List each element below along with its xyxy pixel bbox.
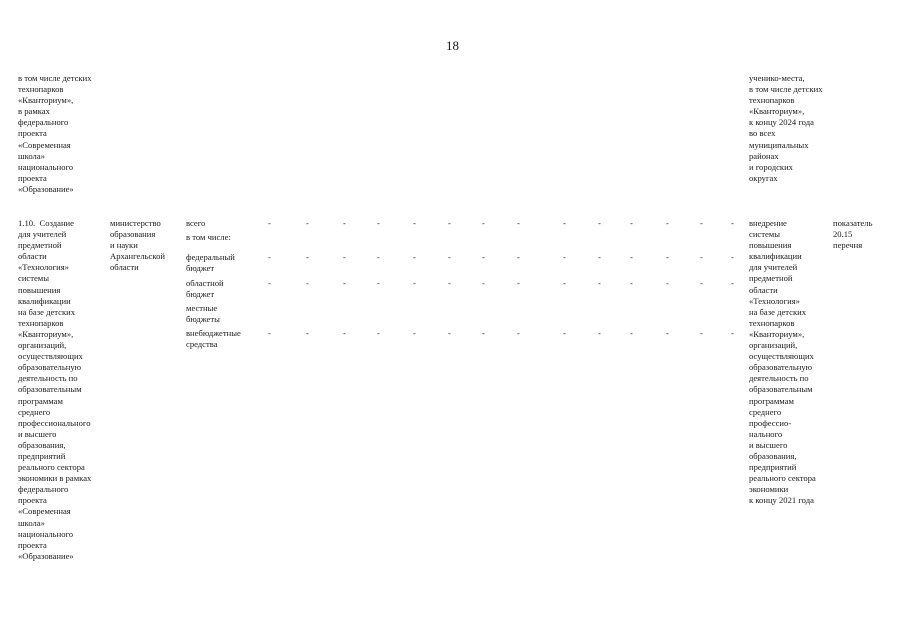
funding-dash: - bbox=[306, 218, 309, 228]
funding-dash: - bbox=[563, 252, 566, 262]
funding-dash: - bbox=[630, 252, 633, 262]
funding-dash: - bbox=[413, 218, 416, 228]
funding-dash: - bbox=[343, 218, 346, 228]
funding-dash: - bbox=[598, 278, 601, 288]
funding-dash: - bbox=[517, 328, 520, 338]
funding-dash: - bbox=[377, 278, 380, 288]
funding-dash: - bbox=[268, 328, 271, 338]
funding-dash: - bbox=[482, 218, 485, 228]
funding-dash: - bbox=[413, 278, 416, 288]
funding-dash: - bbox=[700, 278, 703, 288]
funding-dash: - bbox=[700, 328, 703, 338]
page-number: 18 bbox=[446, 38, 459, 53]
source-federal: федеральный бюджет bbox=[186, 252, 235, 274]
funding-dash: - bbox=[563, 278, 566, 288]
funding-dash: - bbox=[377, 218, 380, 228]
funding-dash: - bbox=[666, 278, 669, 288]
funding-dash: - bbox=[630, 328, 633, 338]
funding-dash: - bbox=[482, 328, 485, 338]
source-including: в том числе: bbox=[186, 232, 231, 242]
funding-dash: - bbox=[731, 328, 734, 338]
funding-dash: - bbox=[563, 328, 566, 338]
funding-dash: - bbox=[517, 278, 520, 288]
funding-dash: - bbox=[343, 252, 346, 262]
funding-dash: - bbox=[666, 218, 669, 228]
funding-dash: - bbox=[377, 252, 380, 262]
prev-measure-tail: в том числе детских технопарков «Кванториум», в рамках федерального проекта «Современная школа» национального проекта «Образование» bbox=[18, 73, 92, 194]
funding-dash: - bbox=[666, 252, 669, 262]
funding-dash: - bbox=[598, 328, 601, 338]
funding-dash: - bbox=[563, 218, 566, 228]
funding-dash: - bbox=[700, 252, 703, 262]
funding-dash: - bbox=[666, 328, 669, 338]
funding-dash: - bbox=[517, 218, 520, 228]
funding-dash: - bbox=[517, 252, 520, 262]
source-local: местные бюджеты bbox=[186, 303, 220, 325]
funding-dash: - bbox=[448, 278, 451, 288]
funding-dash: - bbox=[306, 252, 309, 262]
funding-dash: - bbox=[448, 252, 451, 262]
source-total: всего bbox=[186, 218, 206, 228]
indicator-cell: показатель 20.15 перечня bbox=[833, 218, 873, 251]
funding-dash: - bbox=[598, 252, 601, 262]
funding-dash: - bbox=[482, 278, 485, 288]
funding-dash: - bbox=[413, 328, 416, 338]
funding-dash: - bbox=[598, 218, 601, 228]
funding-dash: - bbox=[731, 278, 734, 288]
source-offbudget: внебюджетные средства bbox=[186, 328, 241, 350]
funding-dash: - bbox=[306, 278, 309, 288]
funding-dash: - bbox=[731, 252, 734, 262]
funding-dash: - bbox=[343, 278, 346, 288]
prev-result-tail: ученико-места, в том числе детских технопарков «Кванториум», к концу 2024 года во всех муниципальных районах и городских округах bbox=[749, 73, 823, 183]
funding-dash: - bbox=[448, 328, 451, 338]
executor-cell: министерство образования и науки Архангельской области bbox=[110, 218, 165, 273]
measure-1-10: 1.10. Создание для учителей предметной области «Технология» системы повышения квалификации на базе детских технопарков «Кванториум», организаций, осуществляющих образовательную деятельность по образовательным программам среднего профессионального и высшего образования, предприятий реального сектора экономики в рамках федерального проекта «Современная школа» национального проекта «Образование» bbox=[18, 218, 92, 561]
funding-dash: - bbox=[377, 328, 380, 338]
funding-dash: - bbox=[306, 328, 309, 338]
funding-dash: - bbox=[413, 252, 416, 262]
funding-dash: - bbox=[731, 218, 734, 228]
funding-dash: - bbox=[482, 252, 485, 262]
funding-dash: - bbox=[268, 252, 271, 262]
funding-dash: - bbox=[700, 218, 703, 228]
funding-dash: - bbox=[630, 278, 633, 288]
result-cell: внедрение системы повышения квалификации для учителей предметной области «Технология» на базе детских технопарков «Кванториум», организаций, осуществляющих образовательную деятельность по образовательным программам среднего профессио- нального и высшего образования, предприятий реального сектора экономики к концу 2021 года bbox=[749, 218, 816, 506]
source-regional: областной бюджет bbox=[186, 278, 224, 300]
funding-dash: - bbox=[630, 218, 633, 228]
funding-dash: - bbox=[448, 218, 451, 228]
funding-dash: - bbox=[268, 278, 271, 288]
funding-dash: - bbox=[343, 328, 346, 338]
funding-dash: - bbox=[268, 218, 271, 228]
